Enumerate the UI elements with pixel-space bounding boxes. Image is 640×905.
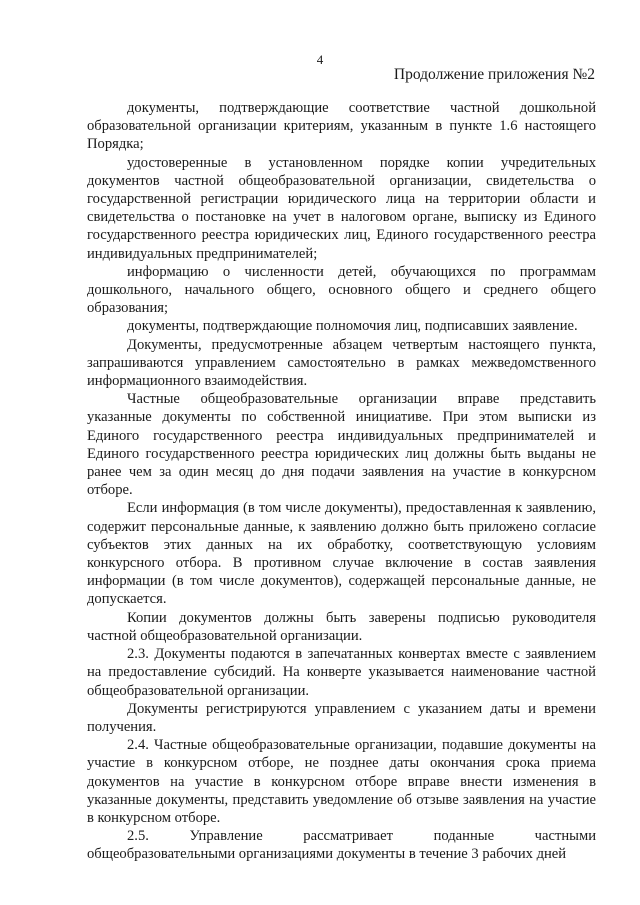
paragraph-personal-data: Если информация (в том числе документы), предоставленная к заявлению, содержит персональные данные, к заявлению должно быть приложено согласие субъектов этих данных на их обработку, соответствующую условиям конкурсного отбора. В противном случае включение в состав заявления информации (в том числе документов), содержащей персональные данные, не допускается. xyxy=(87,500,596,608)
paragraph-own-initiative: Частные общеобразовательные организации вправе представить указанные документы по собственной инициативе. При этом выписки из Единого государственного реестра индивидуальных предпринимателей и Единого государственного реестра юридических лиц должны быть выданы не ранее чем за один месяц до дня подачи заявления на участие в конкурсном отборе. xyxy=(87,391,596,499)
paragraph-clause-2-4: 2.4. Частные общеобразовательные организации, подавшие документы на участие в конкурсном отборе, не позднее даты окончания срока приема документов на участие в конкурсном отборе вправе внести изменения в указанные документы, представить уведомление об отзыве заявления на участие в конкурсном отборе. xyxy=(87,737,596,826)
paragraph-documents-criteria: документы, подтверждающие соответствие частной дошкольной образовательной организации критериям, указанным в пункте 1.6 настоящего Порядка; xyxy=(87,100,596,153)
paragraph-clause-2-5: 2.5. Управление рассматривает поданные частными общеобразовательными организациями документы в течение 3 рабочих дней xyxy=(87,828,596,863)
document-body xyxy=(87,99,596,864)
paragraph-copies-certification: Копии документов должны быть заверены подписью руководителя частной общеобразовательной организации. xyxy=(87,609,596,644)
paragraph-registration: Документы регистрируются управлением с указанием даты и времени получения. xyxy=(87,700,596,735)
paragraph-children-count: информацию о численности детей, обучающихся по программам дошкольного, начального общего, основного общего и среднего общего образования; xyxy=(87,263,596,317)
paragraph-authority-documents: документы, подтверждающие полномочия лиц, подписавших заявление. xyxy=(127,318,578,335)
page-number: 4 xyxy=(316,52,324,67)
paragraph-certified-copies: удостоверенные в установленном порядке копии учредительных документов частной общеобразовательной организации, свидетельства о государственной регистрации юридического лица на территории области и свидетельства о постановке на учет в налоговом органе, выписку из Единого государственного реестра юридических лиц, Единого государственного реестра индивидуальных предпринимателей; xyxy=(87,154,596,262)
paragraph-interagency-request: Документы, предусмотренные абзацем четвертым настоящего пункта, запрашиваются управлением самостоятельно в рамках межведомственного информационного взаимодействия. xyxy=(87,336,596,390)
paragraph-clause-2-3: 2.3. Документы подаются в запечатанных конвертах вместе с заявлением на предоставление субсидий. На конверте указывается наименование частной общеобразовательной организации. xyxy=(87,646,596,699)
running-header: Продолжение приложения №2 xyxy=(393,66,595,83)
